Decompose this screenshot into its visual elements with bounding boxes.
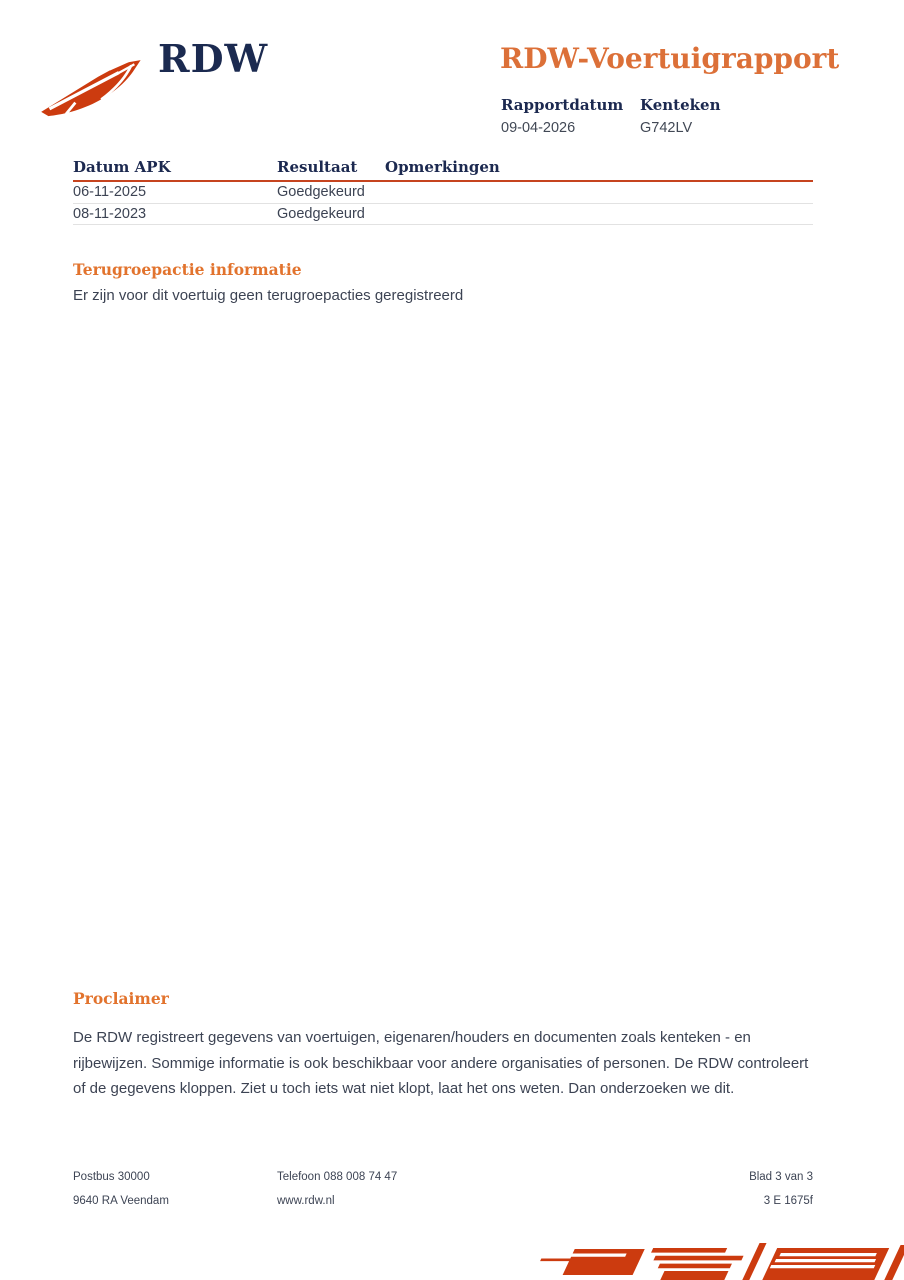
footer-page-number: Blad 3 van 3 bbox=[749, 1171, 813, 1183]
proclaimer-heading: Proclaimer bbox=[73, 989, 169, 1008]
report-meta bbox=[501, 96, 720, 136]
table-row bbox=[73, 182, 813, 204]
footer-row-2 bbox=[73, 1195, 813, 1207]
proclaimer-body: De RDW registreert gegevens van voertuigen, eigenaren/houders en documenten zoals kenteken - en rijbewijzen. Sommige informatie is ook beschikbaar voor andere organisaties of personen. De RDW controleert of de gegevens kloppen. Ziet u toch iets wat niet klopt, laat het ons weten. Dan onderzoeken we dit. bbox=[73, 1029, 809, 1097]
footer-website: www.rdw.nl bbox=[277, 1195, 335, 1207]
terugroepactie-body: Er zijn voor dit voertuig geen terugroepacties geregistreerd bbox=[73, 287, 464, 304]
rapportdatum-label: Rapportdatum bbox=[501, 96, 624, 114]
apk-table bbox=[73, 158, 813, 225]
cell-resultaat: Goedgekeurd bbox=[277, 184, 365, 201]
column-header-datum-apk: Datum APK bbox=[73, 158, 171, 176]
cell-datum: 06-11-2025 bbox=[73, 184, 147, 201]
terugroepactie-heading: Terugroepactie informatie bbox=[73, 260, 302, 279]
cell-resultaat: Goedgekeurd bbox=[277, 205, 365, 222]
table-row bbox=[73, 204, 813, 226]
rapportdatum-block bbox=[501, 96, 640, 136]
column-header-opmerkingen: Opmerkingen bbox=[385, 158, 500, 176]
rdw-stripes-graphic-icon bbox=[520, 1242, 904, 1280]
cell-datum: 08-11-2023 bbox=[73, 205, 147, 222]
rdw-wordmark: RDW bbox=[158, 36, 269, 81]
apk-table-header bbox=[73, 158, 813, 182]
rdw-feather-logo-icon bbox=[36, 50, 152, 120]
kenteken-label: Kenteken bbox=[640, 96, 721, 114]
footer-doc-code: 3 E 1675f bbox=[763, 1195, 813, 1207]
footer-row-1 bbox=[73, 1171, 813, 1183]
terugroepactie-section bbox=[73, 260, 813, 304]
rapportdatum-value: 09-04-2026 bbox=[501, 120, 576, 136]
page-footer bbox=[73, 1171, 813, 1219]
footer-postbus: Postbus 30000 bbox=[73, 1171, 150, 1183]
page-title: RDW-Voertuigrapport bbox=[500, 42, 840, 75]
column-header-resultaat: Resultaat bbox=[277, 158, 358, 176]
kenteken-value: G742LV bbox=[640, 120, 693, 136]
footer-phone: Telefoon 088 008 74 47 bbox=[277, 1171, 398, 1183]
footer-city: 9640 RA Veendam bbox=[73, 1195, 169, 1207]
proclaimer-section bbox=[73, 989, 815, 1102]
kenteken-block bbox=[640, 96, 720, 136]
